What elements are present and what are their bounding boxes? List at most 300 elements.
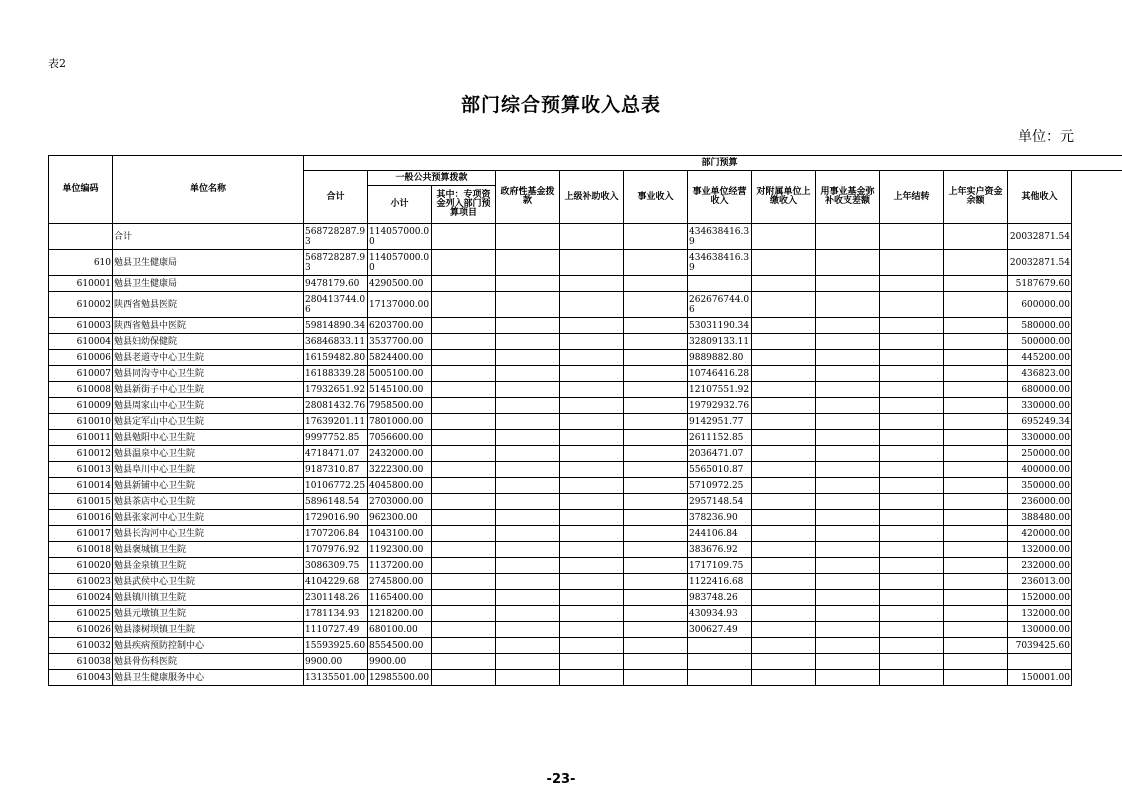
table-row: [49, 558, 1122, 574]
affiliated-income-cell: [752, 670, 816, 686]
unit-name-cell: 勉县镇川镇卫生院: [113, 590, 304, 606]
superior-subsidy-cell: [560, 334, 624, 350]
special-fund-cell: [432, 292, 496, 318]
other-income-cell: 232000.00: [1008, 558, 1072, 574]
special-fund-cell: [432, 542, 496, 558]
unit-code-cell: 610012: [49, 446, 113, 462]
operating-income-cell: 5710972.25: [688, 478, 752, 494]
total-cell: 15593925.60: [304, 638, 368, 654]
affiliated-income-cell: [752, 366, 816, 382]
unit-code-cell: 610016: [49, 510, 113, 526]
unit-name-cell: 合计: [113, 224, 304, 250]
affiliated-income-cell: [752, 542, 816, 558]
superior-subsidy-cell: [560, 622, 624, 638]
header-superior-subsidy: 上级补助收入: [560, 171, 624, 224]
table-row: [49, 494, 1122, 510]
total-cell: 28081432.76: [304, 398, 368, 414]
subtotal-cell: 7801000.00: [368, 414, 432, 430]
business-income-cell: [624, 670, 688, 686]
other-income-cell: 500000.00: [1008, 334, 1072, 350]
unit-name-cell: 勉县卫生健康局: [113, 276, 304, 292]
business-income-cell: [624, 590, 688, 606]
superior-subsidy-cell: [560, 462, 624, 478]
special-fund-cell: [432, 462, 496, 478]
fund-makeup-cell: [816, 366, 880, 382]
gov-fund-cell: [496, 292, 560, 318]
affiliated-income-cell: [752, 398, 816, 414]
last-year-balance-cell: [944, 590, 1008, 606]
last-year-carry-cell: [880, 398, 944, 414]
operating-income-cell: 983748.26: [688, 590, 752, 606]
special-fund-cell: [432, 366, 496, 382]
business-income-cell: [624, 494, 688, 510]
subtotal-cell: 1137200.00: [368, 558, 432, 574]
last-year-balance-cell: [944, 382, 1008, 398]
operating-income-cell: 2611152.85: [688, 430, 752, 446]
fund-makeup-cell: [816, 510, 880, 526]
last-year-balance-cell: [944, 526, 1008, 542]
business-income-cell: [624, 654, 688, 670]
superior-subsidy-cell: [560, 526, 624, 542]
gov-fund-cell: [496, 398, 560, 414]
affiliated-income-cell: [752, 350, 816, 366]
fund-makeup-cell: [816, 292, 880, 318]
subtotal-cell: 8554500.00: [368, 638, 432, 654]
subtotal-cell: 3222300.00: [368, 462, 432, 478]
total-cell: 9478179.60: [304, 276, 368, 292]
total-cell: 16188339.28: [304, 366, 368, 382]
gov-fund-cell: [496, 590, 560, 606]
superior-subsidy-cell: [560, 478, 624, 494]
operating-income-cell: [688, 654, 752, 670]
unit-code-cell: 610032: [49, 638, 113, 654]
unit-code-cell: 610: [49, 250, 113, 276]
business-income-cell: [624, 366, 688, 382]
special-fund-cell: [432, 334, 496, 350]
special-fund-cell: [432, 276, 496, 292]
business-income-cell: [624, 292, 688, 318]
special-fund-cell: [432, 382, 496, 398]
table-row: [49, 510, 1122, 526]
total-cell: 1729016.90: [304, 510, 368, 526]
subtotal-cell: 5005100.00: [368, 366, 432, 382]
gov-fund-cell: [496, 446, 560, 462]
last-year-balance-cell: [944, 398, 1008, 414]
affiliated-income-cell: [752, 446, 816, 462]
total-cell: 4718471.07: [304, 446, 368, 462]
superior-subsidy-cell: [560, 382, 624, 398]
fund-makeup-cell: [816, 606, 880, 622]
total-cell: 17639201.11: [304, 414, 368, 430]
page-number: -23-: [546, 772, 576, 787]
fund-makeup-cell: [816, 318, 880, 334]
unit-name-cell: 勉县新铺中心卫生院: [113, 478, 304, 494]
table-row: [49, 526, 1122, 542]
last-year-balance-cell: [944, 654, 1008, 670]
business-income-cell: [624, 478, 688, 494]
table-row: [49, 318, 1122, 334]
unit-name-cell: 勉县茶店中心卫生院: [113, 494, 304, 510]
other-income-cell: 680000.00: [1008, 382, 1072, 398]
other-income-cell: 580000.00: [1008, 318, 1072, 334]
table-tag: 表2: [48, 57, 66, 70]
last-year-balance-cell: [944, 350, 1008, 366]
gov-fund-cell: [496, 478, 560, 494]
unit-code-cell: 610018: [49, 542, 113, 558]
table-row: [49, 414, 1122, 430]
other-income-cell: 7039425.60: [1008, 638, 1072, 654]
special-fund-cell: [432, 446, 496, 462]
gov-fund-cell: [496, 654, 560, 670]
unit-code-cell: 610024: [49, 590, 113, 606]
other-income-cell: 132000.00: [1008, 542, 1072, 558]
unit-name-cell: 勉县勉阳中心卫生院: [113, 430, 304, 446]
last-year-balance-cell: [944, 250, 1008, 276]
operating-income-cell: 1122416.68: [688, 574, 752, 590]
affiliated-income-cell: [752, 590, 816, 606]
affiliated-income-cell: [752, 574, 816, 590]
operating-income-cell: 12107551.92: [688, 382, 752, 398]
table-row: [49, 292, 1122, 318]
table-row: [49, 382, 1122, 398]
last-year-carry-cell: [880, 606, 944, 622]
subtotal-cell: 114057000.00: [368, 224, 432, 250]
last-year-balance-cell: [944, 430, 1008, 446]
last-year-carry-cell: [880, 318, 944, 334]
total-cell: 4104229.68: [304, 574, 368, 590]
subtotal-cell: 114057000.00: [368, 250, 432, 276]
table-row: [49, 276, 1122, 292]
special-fund-cell: [432, 526, 496, 542]
unit-name-cell: 勉县褒城镇卫生院: [113, 542, 304, 558]
unit-name-cell: 勉县温泉中心卫生院: [113, 446, 304, 462]
last-year-carry-cell: [880, 292, 944, 318]
other-income-cell: 350000.00: [1008, 478, 1072, 494]
affiliated-income-cell: [752, 494, 816, 510]
unit-code-cell: 610026: [49, 622, 113, 638]
affiliated-income-cell: [752, 250, 816, 276]
special-fund-cell: [432, 574, 496, 590]
last-year-carry-cell: [880, 654, 944, 670]
total-cell: 2301148.26: [304, 590, 368, 606]
other-income-cell: [1008, 654, 1072, 670]
business-income-cell: [624, 606, 688, 622]
fund-makeup-cell: [816, 334, 880, 350]
other-income-cell: 445200.00: [1008, 350, 1072, 366]
header-last-year-carry: 上年结转: [880, 171, 944, 224]
superior-subsidy-cell: [560, 670, 624, 686]
superior-subsidy-cell: [560, 398, 624, 414]
last-year-balance-cell: [944, 292, 1008, 318]
table-row: [49, 654, 1122, 670]
affiliated-income-cell: [752, 430, 816, 446]
business-income-cell: [624, 250, 688, 276]
table-row: [49, 224, 1122, 250]
page-title: 部门综合预算收入总表: [460, 94, 661, 116]
business-income-cell: [624, 558, 688, 574]
unit-name-cell: 勉县骨伤科医院: [113, 654, 304, 670]
special-fund-cell: [432, 398, 496, 414]
fund-makeup-cell: [816, 414, 880, 430]
operating-income-cell: 2957148.54: [688, 494, 752, 510]
affiliated-income-cell: [752, 558, 816, 574]
unit-name-cell: 勉县新街子中心卫生院: [113, 382, 304, 398]
last-year-carry-cell: [880, 350, 944, 366]
table-row: [49, 590, 1122, 606]
business-income-cell: [624, 446, 688, 462]
last-year-balance-cell: [944, 622, 1008, 638]
last-year-balance-cell: [944, 494, 1008, 510]
fund-makeup-cell: [816, 574, 880, 590]
special-fund-cell: [432, 510, 496, 526]
business-income-cell: [624, 334, 688, 350]
unit-name-cell: 勉县武侯中心卫生院: [113, 574, 304, 590]
last-year-carry-cell: [880, 446, 944, 462]
gov-fund-cell: [496, 526, 560, 542]
gov-fund-cell: [496, 224, 560, 250]
unit-code-cell: 610006: [49, 350, 113, 366]
total-cell: 17932651.92: [304, 382, 368, 398]
unit-code-cell: 610008: [49, 382, 113, 398]
last-year-balance-cell: [944, 510, 1008, 526]
gov-fund-cell: [496, 318, 560, 334]
superior-subsidy-cell: [560, 250, 624, 276]
operating-income-cell: 300627.49: [688, 622, 752, 638]
special-fund-cell: [432, 590, 496, 606]
special-fund-cell: [432, 494, 496, 510]
last-year-balance-cell: [944, 638, 1008, 654]
business-income-cell: [624, 510, 688, 526]
fund-makeup-cell: [816, 446, 880, 462]
gov-fund-cell: [496, 638, 560, 654]
gov-fund-cell: [496, 574, 560, 590]
business-income-cell: [624, 526, 688, 542]
header-business-income: 事业收入: [624, 171, 688, 224]
unit-name-cell: 勉县同沟寺中心卫生院: [113, 366, 304, 382]
business-income-cell: [624, 398, 688, 414]
affiliated-income-cell: [752, 510, 816, 526]
subtotal-cell: 3537700.00: [368, 334, 432, 350]
total-cell: 59814890.34: [304, 318, 368, 334]
total-cell: 13135501.00: [304, 670, 368, 686]
last-year-carry-cell: [880, 250, 944, 276]
last-year-balance-cell: [944, 366, 1008, 382]
affiliated-income-cell: [752, 276, 816, 292]
special-fund-cell: [432, 350, 496, 366]
business-income-cell: [624, 350, 688, 366]
affiliated-income-cell: [752, 462, 816, 478]
other-income-cell: 420000.00: [1008, 526, 1072, 542]
fund-makeup-cell: [816, 558, 880, 574]
table-row: [49, 430, 1122, 446]
operating-income-cell: 434638416.39: [688, 250, 752, 276]
header-last-year-balance: 上年实户资金余额: [944, 171, 1008, 224]
last-year-carry-cell: [880, 478, 944, 494]
last-year-carry-cell: [880, 574, 944, 590]
unit-code-cell: 610009: [49, 398, 113, 414]
header-general-public: 一般公共预算拨款: [368, 171, 496, 186]
gov-fund-cell: [496, 430, 560, 446]
superior-subsidy-cell: [560, 510, 624, 526]
affiliated-income-cell: [752, 638, 816, 654]
superior-subsidy-cell: [560, 224, 624, 250]
operating-income-cell: 5565010.87: [688, 462, 752, 478]
affiliated-income-cell: [752, 526, 816, 542]
superior-subsidy-cell: [560, 638, 624, 654]
unit-name-cell: 勉县周家山中心卫生院: [113, 398, 304, 414]
table-row: [49, 350, 1122, 366]
total-cell: 280413744.06: [304, 292, 368, 318]
subtotal-cell: 7056600.00: [368, 430, 432, 446]
special-fund-cell: [432, 430, 496, 446]
last-year-balance-cell: [944, 558, 1008, 574]
total-cell: 36846833.11: [304, 334, 368, 350]
last-year-balance-cell: [944, 446, 1008, 462]
table-row: [49, 334, 1122, 350]
subtotal-cell: 2745800.00: [368, 574, 432, 590]
operating-income-cell: 9142951.77: [688, 414, 752, 430]
header-other-income: 其他收入: [1008, 171, 1072, 224]
last-year-balance-cell: [944, 606, 1008, 622]
table-header: [49, 156, 1122, 224]
business-income-cell: [624, 542, 688, 558]
affiliated-income-cell: [752, 318, 816, 334]
business-income-cell: [624, 382, 688, 398]
header-affiliated-income: 对附属单位上缴收入: [752, 171, 816, 224]
operating-income-cell: 434638416.39: [688, 224, 752, 250]
unit-name-cell: 勉县妇幼保健院: [113, 334, 304, 350]
superior-subsidy-cell: [560, 446, 624, 462]
unit-code-cell: 610020: [49, 558, 113, 574]
unit-code-cell: 610011: [49, 430, 113, 446]
last-year-carry-cell: [880, 366, 944, 382]
operating-income-cell: 378236.90: [688, 510, 752, 526]
subtotal-cell: 2703000.00: [368, 494, 432, 510]
superior-subsidy-cell: [560, 574, 624, 590]
special-fund-cell: [432, 318, 496, 334]
header-dept-budget: 部门预算: [304, 156, 1122, 171]
gov-fund-cell: [496, 250, 560, 276]
last-year-balance-cell: [944, 670, 1008, 686]
other-income-cell: 436823.00: [1008, 366, 1072, 382]
business-income-cell: [624, 462, 688, 478]
header-operating-income: 事业单位经营收入: [688, 171, 752, 224]
table-row: [49, 478, 1122, 494]
fund-makeup-cell: [816, 622, 880, 638]
gov-fund-cell: [496, 382, 560, 398]
last-year-carry-cell: [880, 670, 944, 686]
total-cell: 568728287.93: [304, 250, 368, 276]
header-unit-name: 单位名称: [113, 156, 304, 224]
operating-income-cell: 19792932.76: [688, 398, 752, 414]
superior-subsidy-cell: [560, 542, 624, 558]
other-income-cell: 400000.00: [1008, 462, 1072, 478]
fund-makeup-cell: [816, 542, 880, 558]
fund-makeup-cell: [816, 526, 880, 542]
unit-name-cell: 勉县老道寺中心卫生院: [113, 350, 304, 366]
unit-name-cell: 勉县疾病预防控制中心: [113, 638, 304, 654]
fund-makeup-cell: [816, 430, 880, 446]
last-year-carry-cell: [880, 542, 944, 558]
business-income-cell: [624, 638, 688, 654]
unit-code-cell: 610015: [49, 494, 113, 510]
subtotal-cell: 4290500.00: [368, 276, 432, 292]
superior-subsidy-cell: [560, 318, 624, 334]
affiliated-income-cell: [752, 414, 816, 430]
last-year-balance-cell: [944, 224, 1008, 250]
last-year-carry-cell: [880, 430, 944, 446]
special-fund-cell: [432, 558, 496, 574]
other-income-cell: 20032871.54: [1008, 250, 1072, 276]
unit-code-cell: 610038: [49, 654, 113, 670]
subtotal-cell: 9900.00: [368, 654, 432, 670]
total-cell: 9187310.87: [304, 462, 368, 478]
operating-income-cell: 9889882.80: [688, 350, 752, 366]
operating-income-cell: 10746416.28: [688, 366, 752, 382]
subtotal-cell: 1192300.00: [368, 542, 432, 558]
special-fund-cell: [432, 622, 496, 638]
other-income-cell: 330000.00: [1008, 430, 1072, 446]
total-cell: 3086309.75: [304, 558, 368, 574]
other-income-cell: 236000.00: [1008, 494, 1072, 510]
last-year-carry-cell: [880, 526, 944, 542]
fund-makeup-cell: [816, 224, 880, 250]
fund-makeup-cell: [816, 494, 880, 510]
affiliated-income-cell: [752, 224, 816, 250]
operating-income-cell: 262676744.06: [688, 292, 752, 318]
special-fund-cell: [432, 654, 496, 670]
table-row: [49, 542, 1122, 558]
table-row: [49, 250, 1122, 276]
operating-income-cell: [688, 276, 752, 292]
other-income-cell: 150001.00: [1008, 670, 1072, 686]
unit-code-cell: 610003: [49, 318, 113, 334]
unit-code-cell: 610014: [49, 478, 113, 494]
unit-code-cell: 610043: [49, 670, 113, 686]
other-income-cell: 236013.00: [1008, 574, 1072, 590]
unit-code-cell: 610002: [49, 292, 113, 318]
superior-subsidy-cell: [560, 606, 624, 622]
operating-income-cell: 53031190.34: [688, 318, 752, 334]
subtotal-cell: 680100.00: [368, 622, 432, 638]
table-row: [49, 462, 1122, 478]
unit-name-cell: 勉县金泉镇卫生院: [113, 558, 304, 574]
operating-income-cell: 2036471.07: [688, 446, 752, 462]
special-fund-cell: [432, 606, 496, 622]
other-income-cell: 695249.34: [1008, 414, 1072, 430]
business-income-cell: [624, 414, 688, 430]
operating-income-cell: 244106.84: [688, 526, 752, 542]
header-unit-code: 单位编码: [49, 156, 113, 224]
superior-subsidy-cell: [560, 276, 624, 292]
gov-fund-cell: [496, 558, 560, 574]
fund-makeup-cell: [816, 670, 880, 686]
fund-makeup-cell: [816, 382, 880, 398]
gov-fund-cell: [496, 494, 560, 510]
other-income-cell: 5187679.60: [1008, 276, 1072, 292]
unit-name-cell: 勉县漆树坝镇卫生院: [113, 622, 304, 638]
operating-income-cell: [688, 638, 752, 654]
last-year-carry-cell: [880, 382, 944, 398]
gov-fund-cell: [496, 606, 560, 622]
total-cell: 9900.00: [304, 654, 368, 670]
superior-subsidy-cell: [560, 292, 624, 318]
other-income-cell: 250000.00: [1008, 446, 1072, 462]
last-year-balance-cell: [944, 414, 1008, 430]
subtotal-cell: 6203700.00: [368, 318, 432, 334]
superior-subsidy-cell: [560, 414, 624, 430]
operating-income-cell: 32809133.11: [688, 334, 752, 350]
